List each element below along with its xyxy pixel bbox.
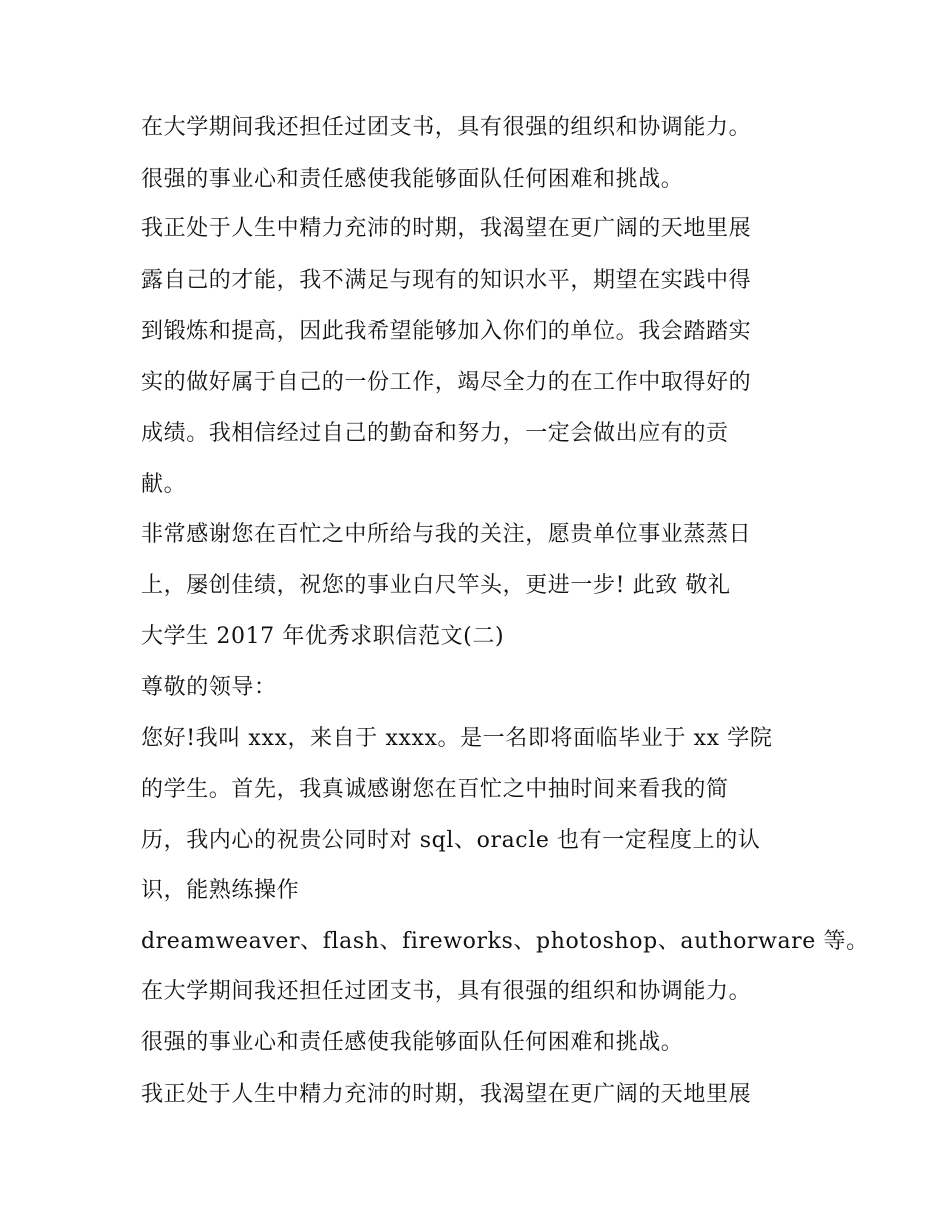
text-line: 上，屡创佳绩，祝您的事业白尺竿头，更进一步! 此致 敬礼 <box>141 573 731 598</box>
text-line: 到锻炼和提高，因此我希望能够加入你们的单位。我会踏踏实 <box>141 319 752 344</box>
text-line: 实的做好属于自己的一份工作，竭尽全力的在工作中取得好的 <box>141 370 752 395</box>
text-line: 在大学期间我还担任过团支书，具有很强的组织和协调能力。 <box>141 979 752 1004</box>
text-line: 我正处于人生中精力充沛的时期，我渴望在更广阔的天地里展 <box>141 216 752 241</box>
section-title: 大学生 2017 年优秀求职信范文(二) <box>141 624 505 649</box>
text-line: 的学生。首先，我真诚感谢您在百忙之中抽时间来看我的简 <box>141 777 729 802</box>
text-line: 很强的事业心和责任感使我能够面队任何困难和挑战。 <box>141 167 684 192</box>
text-line: 识，能熟练操作 <box>141 878 300 903</box>
text-line: 很强的事业心和责任感使我能够面队任何困难和挑战。 <box>141 1030 684 1055</box>
text-line: 您好!我叫 xxx，来自于 xxxx。是一名即将面临毕业于 xx 学院 <box>141 726 773 751</box>
text-line: 非常感谢您在百忙之中所给与我的关注，愿贵单位事业蒸蒸日 <box>141 522 752 547</box>
text-line: 成绩。我相信经过自己的勤奋和努力，一定会做出应有的贡 <box>141 421 729 446</box>
text-line: 我正处于人生中精力充沛的时期，我渴望在更广阔的天地里展 <box>141 1082 752 1107</box>
text-line: 露自己的才能，我不满足与现有的知识水平，期望在实践中得 <box>141 268 752 293</box>
salutation: 尊敬的领导： <box>141 675 277 700</box>
text-line: dreamweaver、flash、fireworks、photoshop、authorware 等。 <box>141 929 869 954</box>
text-line: 献。 <box>141 472 187 497</box>
text-line: 在大学期间我还担任过团支书，具有很强的组织和协调能力。 <box>141 115 752 140</box>
text-line: 历，我内心的祝贵公同时对 sql、oracle 也有一定程度上的认 <box>141 828 761 853</box>
